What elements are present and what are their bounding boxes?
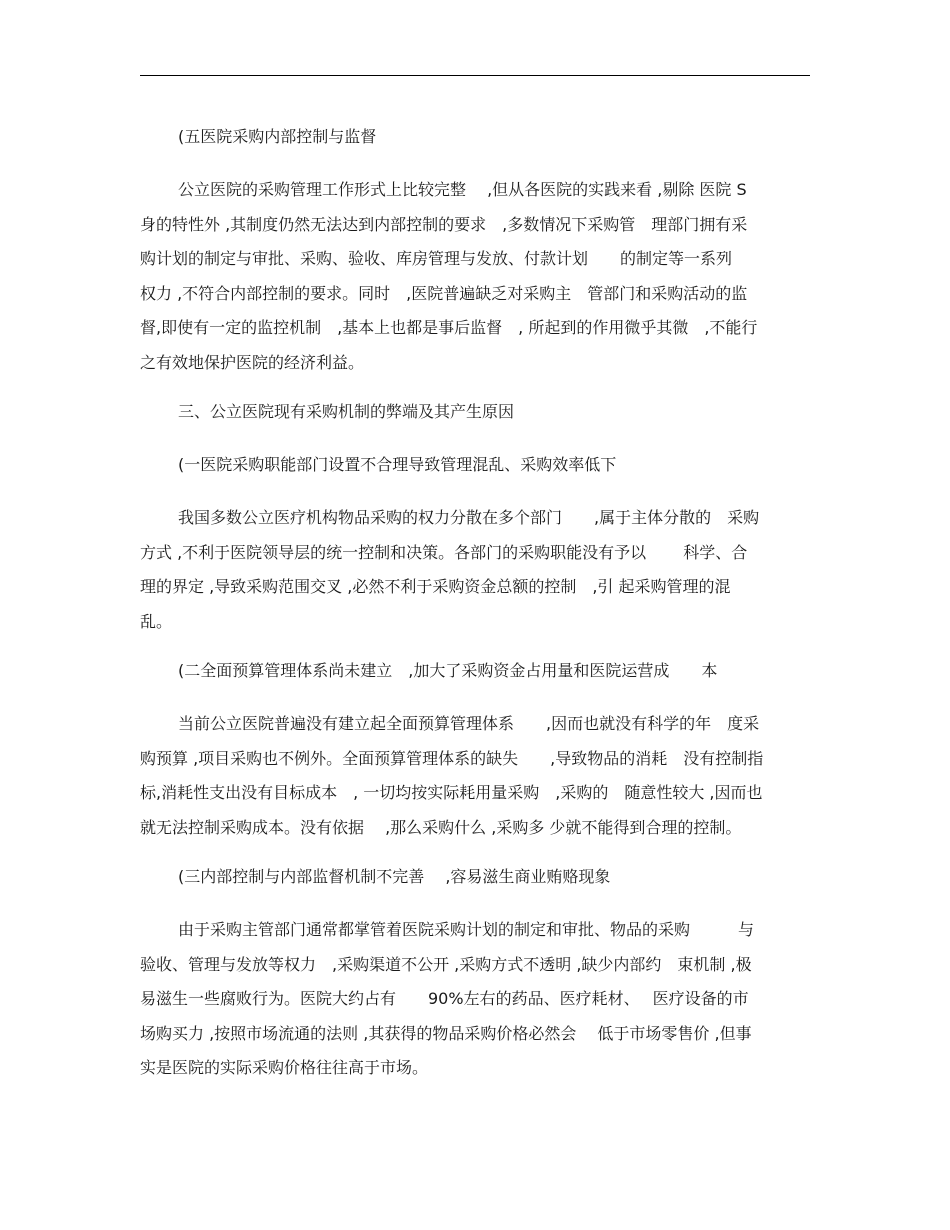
section-heading: (三内部控制与内部监督机制不完善 ,容易滋生商业贿赂现象	[178, 867, 611, 886]
section-heading: (二全面预算管理体系尚未建立 ,加大了采购资金占用量和医院运营成 本	[178, 661, 718, 680]
paragraph	[140, 501, 810, 639]
paragraph-line: 标,消耗性支出没有目标成本 , 一切均按实际耗用量采购 ,采购的 随意性较大 ,因而也	[140, 783, 763, 802]
paragraph-line: 方式 ,不利于医院领导层的统一控制和决策。各部门的采购职能没有予以 科学、合	[140, 542, 748, 562]
paragraph-line: 购预算 ,项目采购也不例外。全面预算管理体系的缺失 ,导致物品的消耗 没有控制指	[140, 748, 764, 768]
paragraph-line: 督,即使有一定的监控机制 ,基本上也都是事后监督 , 所起到的作用微乎其微 ,不能行	[140, 318, 758, 337]
paragraph-line: 由于采购主管部门通常都掌管着医院采购计划的制定和审批、物品的采购 与	[178, 920, 755, 939]
paragraph-line: 乱。	[140, 611, 173, 631]
paragraph	[140, 173, 810, 380]
paragraph-line: 我国多数公立医疗机构物品采购的权力分散在多个部门 ,属于主体分散的 采购	[178, 508, 760, 527]
section-heading: 三、公立医院现有采购机制的弊端及其产生原因	[178, 402, 515, 421]
paragraph-line: 权力 ,不符合内部控制的要求。同时 ,医院普遍缺乏对采购主 管部门和采购活动的监	[140, 283, 748, 303]
section-heading: (一医院采购职能部门设置不合理导致管理混乱、采购效率低下	[178, 455, 617, 474]
paragraph-line: 当前公立医院普遍没有建立起全面预算管理体系 ,因而也就没有科学的年 度采	[178, 714, 760, 733]
paragraph-line: 理的界定 ,导致采购范围交叉 ,必然不利于采购资金总额的控制 ,引 起采购管理的混	[140, 577, 731, 596]
paragraph-line: 验收、管理与发放等权力 ,采购渠道不公开 ,采购方式不透明 ,缺少内部约 束机制 ,极	[140, 954, 752, 974]
paragraph-line: 购计划的制定与审批、采购、验收、库房管理与发放、付款计划 的制定等一系列	[140, 249, 733, 268]
paragraph	[140, 913, 810, 1086]
document-body	[140, 120, 810, 1101]
paragraph-line: 就无法控制采购成本。没有依据 ,那么采购什么 ,采购多 少就不能得到合理的控制。	[140, 817, 742, 837]
paragraph-line: 易滋生一些腐败行为。医院大约占有 90%左右的药品、医疗耗材、 医疗设备的市	[140, 989, 749, 1008]
section-heading: (五医院采购内部控制与监督	[178, 127, 377, 146]
paragraph	[140, 707, 810, 845]
paragraph-line: 之有效地保护医院的经济利益。	[140, 352, 365, 372]
header-rule	[140, 75, 810, 76]
paragraph-line: 场购买力 ,按照市场流通的法则 ,其获得的物品采购价格必然会 低于市场零售价 ,但事	[140, 1023, 752, 1043]
paragraph-line: 公立医院的采购管理工作形式上比较完整 ,但从各医院的实践来看 ,剔除 医院 S	[178, 180, 747, 199]
paragraph-line: 身的特性外 ,其制度仍然无法达到内部控制的要求 ,多数情况下采购管 理部门拥有采	[140, 214, 748, 234]
paragraph-line: 实是医院的实际采购价格往往高于市场。	[140, 1058, 429, 1077]
